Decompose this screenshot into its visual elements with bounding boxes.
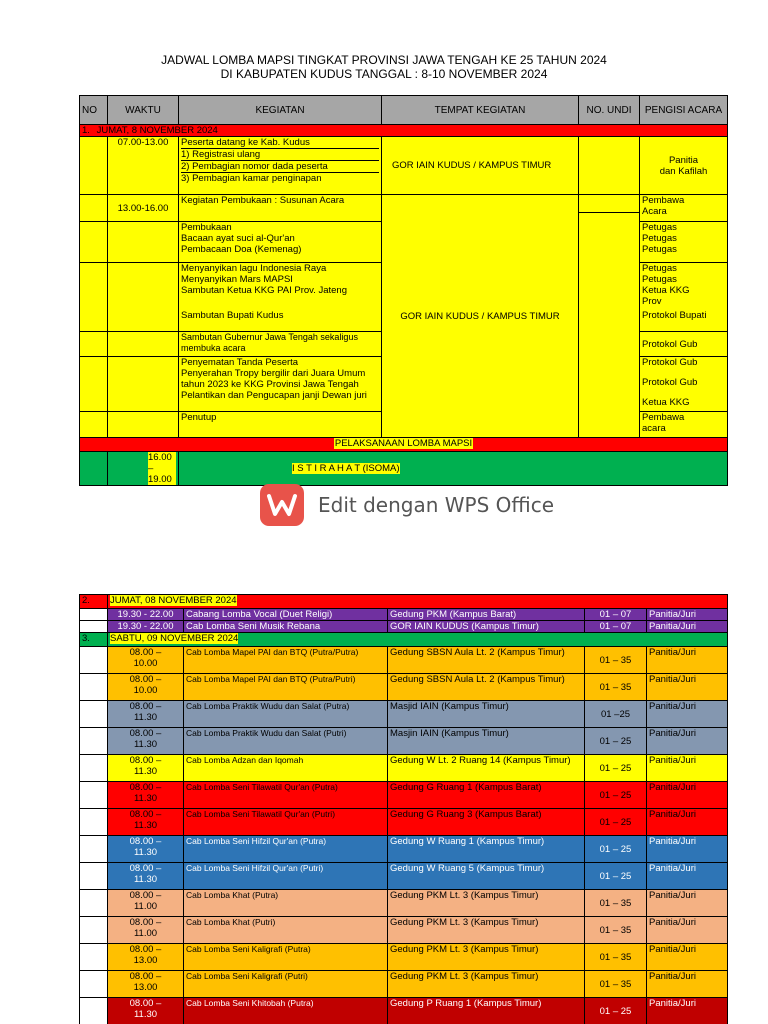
undi-cell: 01 – 25 <box>585 809 647 836</box>
venue-cell: Masjid IAIN (Kampus Timur) <box>388 701 585 728</box>
wps-watermark-text: Edit dengan WPS Office <box>318 493 555 517</box>
time-cell <box>108 809 184 836</box>
day1-no: 1. <box>82 125 90 136</box>
activity-cell: Cab Lomba Praktik Wudu dan Salat (Putra) <box>184 701 388 728</box>
activity-cell: Cab Lomba Adzan dan Iqomah <box>184 755 388 782</box>
time-cell <box>108 782 184 809</box>
activity-cell: Sambutan Gubernur Jawa Tengah sekaligus membuka acara <box>179 332 382 357</box>
section-label: JUMAT, 08 NOVEMBER 2024 <box>110 595 237 606</box>
time-text: 08.00 – <box>129 890 162 901</box>
no-cell <box>80 755 108 782</box>
venue-cell: Gedung SBSN Aula Lt. 2 (Kampus Timur) <box>388 647 585 674</box>
header-tempat: TEMPAT KEGIATAN <box>382 96 579 125</box>
activity-cell: Penyematan Tanda Peserta Penyerahan Tropy bergilir dari Juara Umum tahun 2023 ke KKG Provinsi Jawa Tengah Pelantikan dan Pengucapan janji Dewan juri <box>179 357 382 412</box>
header-undi: NO. UNDI <box>579 96 640 125</box>
time-text: 11.30 <box>133 739 158 750</box>
pelaksanaan-label: PELAKSANAAN LOMBA MAPSI <box>334 438 473 449</box>
activity-cell: Pembukaan Bacaan ayat suci al-Qur'an Pembacaan Doa (Kemenag) <box>179 222 382 263</box>
host-cell: Petugas Petugas Ketua KKG Prov Protokol Bupati <box>640 263 728 332</box>
day1-label-cell <box>80 125 728 137</box>
venue-cell: Gedung W Lt. 2 Ruang 14 (Kampus Timur) <box>388 755 585 782</box>
activity-cell: Cab Lomba Seni Hifzil Qur'an (Putri) <box>184 863 388 890</box>
section-label-cell <box>108 595 728 609</box>
time-cell: 07.00-13.00 <box>108 137 179 195</box>
activity-cell: Cabang Lomba Vocal (Duet Religi) <box>184 609 388 621</box>
venue-cell: Gedung W Ruang 5 (Kampus Timur) <box>388 863 585 890</box>
venue-cell: Gedung P Ruang 1 (Kampus Timur) <box>388 998 585 1024</box>
table-row <box>80 890 728 917</box>
time-cell <box>108 755 184 782</box>
no-cell <box>80 944 108 971</box>
activity-sub: 2) Pembagian nomor dada peserta <box>181 160 379 172</box>
section-no: 2. <box>80 595 108 609</box>
activity-cell: Cab Lomba Khat (Putra) <box>184 890 388 917</box>
no-cell <box>80 998 108 1024</box>
no-cell <box>80 809 108 836</box>
host-cell: Panitia/Juri <box>647 701 728 728</box>
venue-cell: Gedung PKM Lt. 3 (Kampus Timur) <box>388 917 585 944</box>
table-row <box>80 621 728 633</box>
table-row <box>80 971 728 998</box>
host-cell: Panitia/Juri <box>647 609 728 621</box>
table-row <box>80 944 728 971</box>
venue-cell: Gedung PKM Lt. 3 (Kampus Timur) <box>388 971 585 998</box>
schedule-table-day1 <box>79 95 728 486</box>
no-cell <box>80 621 108 633</box>
table-row <box>80 917 728 944</box>
table-row <box>80 755 728 782</box>
table-row <box>80 674 728 701</box>
undi-cell: 01 – 25 <box>585 728 647 755</box>
host-cell: Panitia dan Kafilah <box>640 137 728 195</box>
host-cell: Protokol Gub Protokol Gub Ketua KKG <box>640 357 728 412</box>
undi-cell: 01 – 35 <box>585 944 647 971</box>
time-cell <box>108 944 184 971</box>
section-label: SABTU, 09 NOVEMBER 2024 <box>110 633 239 644</box>
time-cell <box>108 863 184 890</box>
table-row <box>80 782 728 809</box>
wps-watermark[interactable] <box>260 484 554 526</box>
host-cell: Panitia/Juri <box>647 647 728 674</box>
undi-cell: 01 – 35 <box>585 890 647 917</box>
no-cell <box>80 674 108 701</box>
undi-cell: 01 – 35 <box>585 917 647 944</box>
doc-title-line2: DI KABUPATEN KUDUS TANGGAL : 8-10 NOVEMBER 2024 <box>220 67 548 81</box>
time-text: 11.30 <box>133 766 158 777</box>
host-cell: Panitia/Juri <box>647 971 728 998</box>
host-cell: Panitia/Juri <box>647 836 728 863</box>
section-no: 3. <box>80 633 108 647</box>
time-text: 11.30 <box>133 874 158 885</box>
pelaksanaan-row <box>80 438 728 452</box>
table-row <box>80 647 728 674</box>
time-text: 10.00 <box>133 658 158 669</box>
no-cell <box>80 917 108 944</box>
venue-cell: Gedung PKM (Kampus Barat) <box>388 609 585 621</box>
undi-cell: 01 – 07 <box>585 621 647 633</box>
time-cell <box>108 647 184 674</box>
table-row <box>80 998 728 1024</box>
activity-cell: Cab Lomba Seni Hifzil Qur'an (Putra) <box>184 836 388 863</box>
time-cell: 13.00-16.00 <box>108 195 179 222</box>
activity-sub: 1) Registrasi ulang <box>181 148 379 160</box>
host-cell: Panitia/Juri <box>647 782 728 809</box>
host-cell: Protokol Gub <box>640 332 728 357</box>
no-cell <box>80 728 108 755</box>
table-row <box>80 728 728 755</box>
host-cell: Petugas Petugas Petugas <box>640 222 728 263</box>
activity-cell: Cab Lomba Khat (Putri) <box>184 917 388 944</box>
activity-cell: Cab Lomba Seni Kaligrafi (Putra) <box>184 944 388 971</box>
activity-cell: Cab Lomba Seni Tilawatil Qur'an (Putri) <box>184 809 388 836</box>
host-cell: Panitia/Juri <box>647 890 728 917</box>
time-text: 11.00 <box>133 901 158 912</box>
venue-cell: GOR IAIN KUDUS / KAMPUS TIMUR <box>382 195 579 438</box>
undi-cell: 01 – 25 <box>585 863 647 890</box>
host-cell: Panitia/Juri <box>647 674 728 701</box>
venue-cell: GOR IAIN KUDUS / KAMPUS TIMUR <box>392 160 552 171</box>
schedule-table-day2 <box>79 594 728 1024</box>
no-cell <box>80 609 108 621</box>
table-row <box>80 701 728 728</box>
time-cell <box>108 998 184 1024</box>
time-cell <box>108 917 184 944</box>
time-text: 11.30 <box>133 847 158 858</box>
header-kegiatan: KEGIATAN <box>179 96 382 125</box>
activity-cell: Cab Lomba Mapel PAI dan BTQ (Putra/Putri) <box>184 674 388 701</box>
time-text: 11.30 <box>133 712 158 723</box>
istirahat-label: I S T I R A H A T (ISOMA) <box>292 463 400 474</box>
venue-cell: Gedung PKM Lt. 3 (Kampus Timur) <box>388 944 585 971</box>
table-row <box>80 609 728 621</box>
header-waktu: WAKTU <box>108 96 179 125</box>
time-text: 08.00 – <box>129 863 162 874</box>
undi-cell: 01 – 07 <box>585 609 647 621</box>
time-cell: 19.30 - 22.00 <box>108 621 184 633</box>
time-text: 11.30 <box>133 1009 158 1020</box>
no-cell <box>80 782 108 809</box>
no-cell <box>80 971 108 998</box>
activity-cell: Cab Lomba Seni Musik Rebana <box>184 621 388 633</box>
time-text: 08.00 – <box>129 647 162 658</box>
no-cell <box>80 863 108 890</box>
venue-cell: Gedung W Ruang 1 (Kampus Timur) <box>388 836 585 863</box>
time-text: 08.00 – <box>129 809 162 820</box>
table-row <box>80 195 728 222</box>
venue-cell: Gedung PKM Lt. 3 (Kampus Timur) <box>388 890 585 917</box>
wps-logo-icon <box>260 484 304 526</box>
activity-cell: Cab Lomba Mapel PAI dan BTQ (Putra/Putra) <box>184 647 388 674</box>
section-row <box>80 633 728 647</box>
host-cell: Panitia/Juri <box>647 863 728 890</box>
time-text: 08.00 – <box>129 782 162 793</box>
section-row <box>80 595 728 609</box>
table-row <box>80 836 728 863</box>
host-cell: Panitia/Juri <box>647 755 728 782</box>
time-cell: 19.30 - 22.00 <box>108 609 184 621</box>
time-text: 08.00 – <box>129 674 162 685</box>
undi-cell: 01 – 25 <box>585 782 647 809</box>
no-cell <box>80 890 108 917</box>
undi-cell: 01 – 25 <box>585 836 647 863</box>
table-row <box>80 137 728 195</box>
day1-label: JUMAT, 8 NOVEMBER 2024 <box>96 125 218 136</box>
host-cell: Panitia/Juri <box>647 809 728 836</box>
no-cell <box>80 701 108 728</box>
activity-cell: Penutup <box>179 412 382 438</box>
activity-cell: Cab Lomba Seni Kaligrafi (Putri) <box>184 971 388 998</box>
venue-cell: GOR IAIN KUDUS (Kampus Timur) <box>388 621 585 633</box>
host-cell: Panitia/Juri <box>647 998 728 1024</box>
time-text: 11.00 <box>133 928 158 939</box>
host-cell: Panitia/Juri <box>647 621 728 633</box>
header-pengisi: PENGISI ACARA <box>640 96 728 125</box>
time-text: 10.00 <box>133 685 158 696</box>
time-text: 11.30 <box>133 793 158 804</box>
activity-cell: Cab Lomba Praktik Wudu dan Salat (Putri) <box>184 728 388 755</box>
host-cell: Panitia/Juri <box>647 728 728 755</box>
no-cell <box>80 836 108 863</box>
venue-cell: Gedung G Ruang 3 (Kampus Barat) <box>388 809 585 836</box>
venue-cell: Masjin IAIN (Kampus Timur) <box>388 728 585 755</box>
doc-title-line1: JADWAL LOMBA MAPSI TINGKAT PROVINSI JAWA TENGAH KE 25 TAHUN 2024 <box>161 53 607 67</box>
activity-cell: Kegiatan Pembukaan : Susunan Acara <box>179 195 382 222</box>
time-text: 08.00 – <box>129 917 162 928</box>
time-text: 13.00 <box>133 955 158 966</box>
undi-cell: 01 –25 <box>585 701 647 728</box>
activity-cell: Menyanyikan lagu Indonesia Raya Menyanyikan Mars MAPSI Sambutan Ketua KKG PAI Prov. Jateng Sambutan Bupati Kudus <box>179 263 382 332</box>
undi-cell: 01 – 35 <box>585 674 647 701</box>
day1-row <box>80 125 728 137</box>
time-text: 13.00 <box>133 982 158 993</box>
undi-cell: 01 – 35 <box>585 647 647 674</box>
time-text: 08.00 – <box>129 944 162 955</box>
activity-sub: 3) Pembagian kamar penginapan <box>181 172 379 184</box>
host-cell: Panitia/Juri <box>647 944 728 971</box>
time-text: 08.00 – <box>129 836 162 847</box>
table-row <box>80 863 728 890</box>
activity-text: Peserta datang ke Kab. Kudus <box>181 137 310 148</box>
activity-cell <box>179 137 382 194</box>
table-header-row <box>80 96 728 125</box>
undi-cell: 01 – 25 <box>585 998 647 1024</box>
table-row <box>80 809 728 836</box>
host-cell: Pembawa Acara <box>640 195 728 222</box>
time-text: 08.00 – <box>129 755 162 766</box>
time-text: 08.00 – <box>129 971 162 982</box>
istirahat-row <box>80 452 728 486</box>
time-text: 08.00 – <box>129 701 162 712</box>
time-cell <box>108 674 184 701</box>
venue-cell: Gedung SBSN Aula Lt. 2 (Kampus Timur) <box>388 674 585 701</box>
host-cell: Pembawa acara <box>640 412 728 438</box>
activity-cell: Cab Lomba Seni Khitobah (Putra) <box>184 998 388 1024</box>
time-text: 08.00 – <box>129 728 162 739</box>
venue-cell: Gedung G Ruang 1 (Kampus Barat) <box>388 782 585 809</box>
time-cell <box>108 890 184 917</box>
time-text: 08.00 – <box>129 998 162 1009</box>
undi-cell: 01 – 25 <box>585 755 647 782</box>
no-cell <box>80 647 108 674</box>
section-label-cell <box>108 633 728 647</box>
time-cell <box>108 728 184 755</box>
activity-cell: Cab Lomba Seni Tilawatil Qur'an (Putra) <box>184 782 388 809</box>
time-cell: 16.00 – 19.00 <box>108 452 179 486</box>
time-cell <box>108 836 184 863</box>
header-no: NO <box>80 96 108 125</box>
time-cell <box>108 971 184 998</box>
host-cell: Panitia/Juri <box>647 917 728 944</box>
undi-cell: 01 – 35 <box>585 971 647 998</box>
time-text: 11.30 <box>133 820 158 831</box>
time-cell <box>108 701 184 728</box>
